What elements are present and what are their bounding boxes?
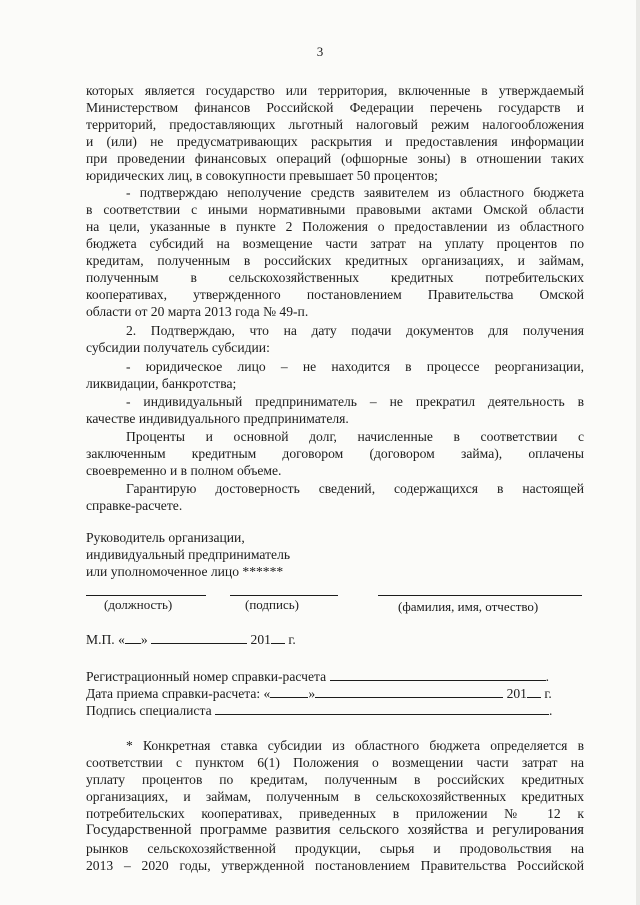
body-line: бюджета субсидий на возмещение части затрат на уплату процентов по <box>86 236 584 251</box>
body-line: 2. Подтверждаю, что на дату подачи документов для получения <box>126 323 584 338</box>
body-line: субсидии получатель субсидии: <box>86 340 270 355</box>
signatory-line: или уполномоченное лицо ****** <box>86 564 284 579</box>
receipt-year-blank <box>527 684 541 698</box>
seal-date-line: М.П. « » 201 г. <box>86 632 296 647</box>
receipt-month-blank <box>315 684 503 698</box>
body-line: юридических лиц, в совокупности превышает 50 процентов; <box>86 168 438 183</box>
receipt-date-line: Дата приема справки-расчета: « » 201 г. <box>86 686 552 701</box>
footnote-line: * Конкретная ставка субсидии из областного бюджета определяется в <box>126 738 584 753</box>
signatory-line: индивидуальный предприниматель <box>86 547 291 562</box>
body-line: в соответствии с иными нормативными правовыми актами Омской области <box>86 202 584 217</box>
specialist-signature-line: Подпись специалиста . <box>86 703 553 718</box>
body-line: области от 20 марта 2013 года № 49-п. <box>86 304 309 319</box>
receipt-day-blank <box>270 684 308 698</box>
body-line: при проведении финансовых операций (офшорные зоны) в отношении таких <box>86 151 584 166</box>
footnote-line: Государственной программе развития сельского хозяйства и регулирования <box>86 822 584 838</box>
footnote-line: потребительских кооперативах, приведенных в приложении № 12 к <box>86 806 584 821</box>
body-line: и (или) не предусматривающих раскрытия и предоставления информации <box>86 134 584 149</box>
signature-line <box>230 595 338 596</box>
body-line: справке-расчете. <box>86 498 183 513</box>
footnote-line: соответствии с пунктом 6(1) Положения о возмещении части затрат на <box>86 755 584 770</box>
position-caption: (должность) <box>104 597 173 612</box>
body-line: которых является государство или территория, включенные в утверждаемый <box>86 83 584 98</box>
registration-number-blank <box>330 667 546 681</box>
body-line: заключенным кредитным договором (договором займа), оплачены <box>86 446 584 461</box>
body-line: на цели, указанные в пункте 2 Положения о предоставлении из областного <box>86 219 584 234</box>
footnote-line: 2013 – 2020 годы, утвержденной постановлением Правительства Российской <box>86 858 584 873</box>
footnote-line: организациях, и займам, полученным в сельскохозяйственных кредитных <box>86 789 584 804</box>
body-line: качестве индивидуального предпринимателя. <box>86 411 349 426</box>
specialist-signature-blank <box>215 701 549 715</box>
body-line: территорий, предоставляющих льготный налоговый режим налогообложения <box>86 117 584 132</box>
signatory-line: Руководитель организации, <box>86 530 245 545</box>
body-line: Министерством финансов Российской Федерации перечень государств и <box>86 100 584 115</box>
body-line: - подтверждаю неполучение средств заявителем из областного бюджета <box>126 185 584 200</box>
body-line: своевременно и в полном объеме. <box>86 463 282 478</box>
seal-label: М.П. « <box>86 632 125 647</box>
body-line: - индивидуальный предприниматель – не прекратил деятельность в <box>126 394 584 409</box>
page-edge-shadow <box>636 0 640 905</box>
name-caption: (фамилия, имя, отчество) <box>398 599 539 614</box>
body-line: - юридическое лицо – не находится в процессе реорганизации, <box>126 359 584 374</box>
day-blank <box>125 630 141 644</box>
body-line: Гарантирую достоверность сведений, содержащихся в настоящей <box>126 481 584 496</box>
body-line: ликвидации, банкротства; <box>86 376 237 391</box>
position-line <box>86 595 206 596</box>
month-blank <box>151 630 247 644</box>
year-blank <box>271 630 285 644</box>
body-line: кредитам, полученным в российских кредитных организациях, и займам, <box>86 253 584 268</box>
registration-number-line: Регистрационный номер справки-расчета . <box>86 669 549 684</box>
body-line: кооперативах, утвержденного постановлением Правительства Омской <box>86 287 584 302</box>
body-line: Проценты и основной долг, начисленные в соответствии с <box>126 429 584 444</box>
body-line: полученным в сельскохозяйственных кредитных потребительских <box>86 270 584 285</box>
name-line <box>378 595 582 596</box>
footnote-line: уплату процентов по кредитам, полученным в российских кредитных <box>86 772 584 787</box>
footnote-line: рынков сельскохозяйственной продукции, сырья и продовольствия на <box>86 841 584 856</box>
signature-caption: (подпись) <box>245 597 299 612</box>
page-number: 3 <box>316 44 324 59</box>
